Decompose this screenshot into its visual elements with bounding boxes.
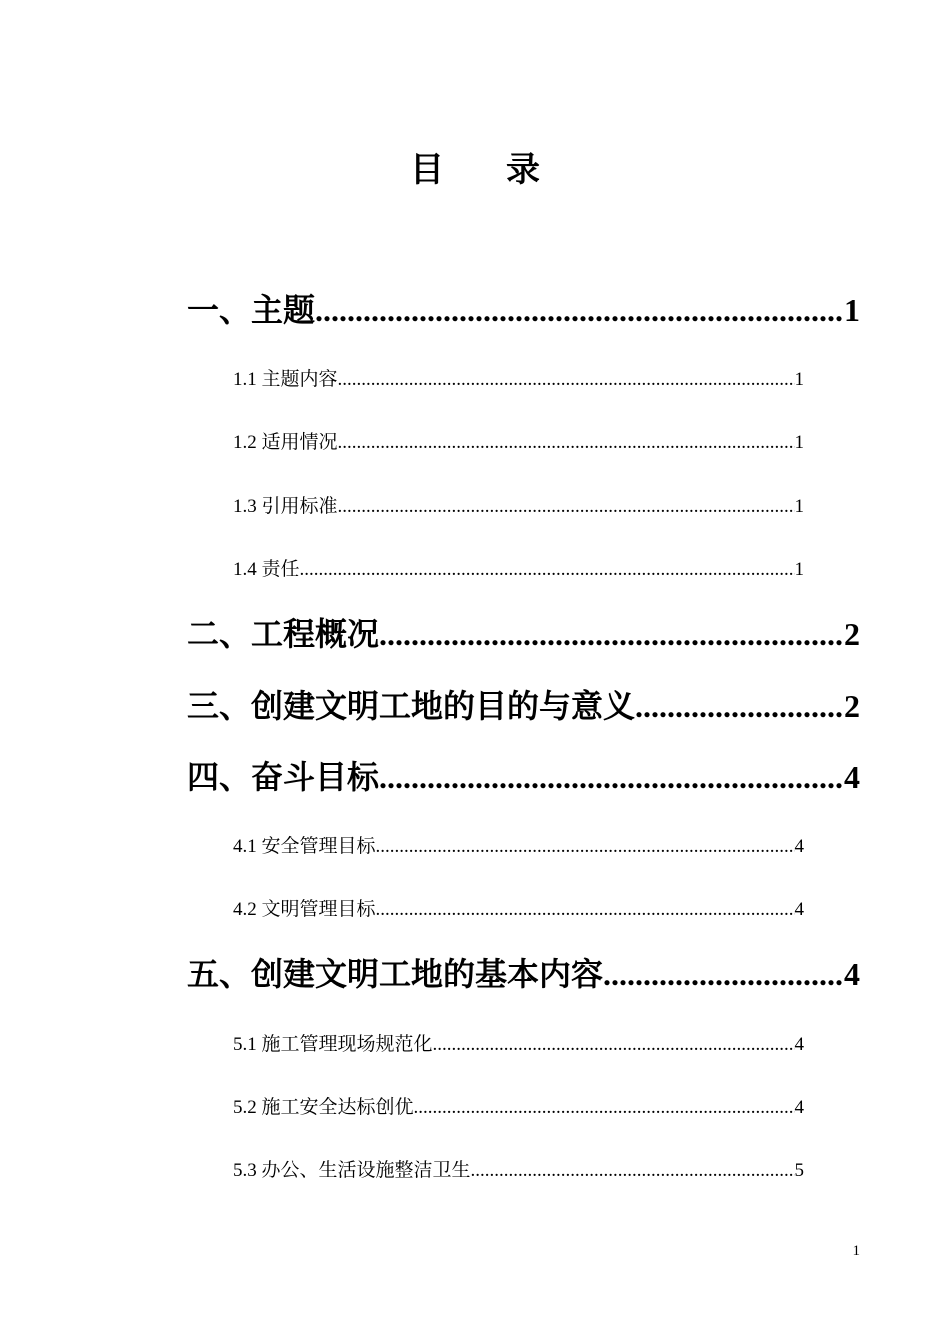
- toc-entry-page: 4: [794, 899, 804, 920]
- dot-leader: [338, 430, 795, 456]
- toc-entry-label: 一、主题: [187, 291, 316, 329]
- toc-entry-label: 5.2 施工安全达标创优: [233, 1097, 414, 1118]
- dot-leader: [338, 367, 795, 393]
- dot-leader: [376, 897, 795, 923]
- dot-leader: [379, 757, 844, 797]
- dot-leader: [471, 1158, 795, 1184]
- toc-entry-label: 5.3 办公、生活设施整洁卫生: [233, 1160, 471, 1181]
- toc-entry-label: 二、工程概况: [187, 615, 380, 653]
- toc-entry-page: 4: [844, 759, 860, 795]
- toc-entry[interactable]: [233, 1095, 804, 1121]
- toc-entry-page: 4: [794, 1097, 804, 1118]
- toc-entry-label: 1.3 引用标准: [233, 496, 338, 517]
- dot-leader: [414, 1095, 795, 1121]
- dot-leader: [379, 614, 844, 654]
- toc-entry-page: 1: [844, 292, 860, 328]
- toc-entry[interactable]: [187, 757, 860, 797]
- dot-leader: [315, 290, 844, 330]
- dot-leader: [433, 1032, 795, 1058]
- toc-entry-page: 4: [794, 836, 804, 857]
- toc-entry-page: 1: [794, 496, 804, 517]
- toc-entry[interactable]: [233, 367, 804, 393]
- toc-entry-label: 四、奋斗目标: [187, 758, 380, 796]
- toc-entry[interactable]: [233, 1158, 804, 1184]
- toc-entry[interactable]: [187, 614, 860, 654]
- toc-entry-label: 1.4 责任: [233, 559, 300, 580]
- toc-entry[interactable]: [233, 430, 804, 456]
- dot-leader: [300, 557, 795, 583]
- toc-entry-label: 5.1 施工管理现场规范化: [233, 1034, 433, 1055]
- toc-entry[interactable]: [187, 686, 860, 726]
- dot-leader: [338, 494, 795, 520]
- toc-entry[interactable]: [233, 834, 804, 860]
- toc-entry-label: 4.1 安全管理目标: [233, 836, 376, 857]
- page-title: 目录: [410, 150, 602, 190]
- dot-leader: [635, 686, 844, 726]
- toc-entry-label: 1.2 适用情况: [233, 432, 338, 453]
- toc-entry-label: 三、创建文明工地的目的与意义: [187, 687, 636, 725]
- toc-entry[interactable]: [233, 557, 804, 583]
- page-number: 1: [852, 1243, 860, 1259]
- toc-entry-label: 4.2 文明管理目标: [233, 899, 376, 920]
- toc-entry-page: 2: [844, 688, 860, 724]
- toc-entry-page: 4: [794, 1034, 804, 1055]
- toc-entry-page: 4: [844, 956, 860, 992]
- dot-leader: [376, 834, 795, 860]
- toc-entry-page: 1: [794, 369, 804, 390]
- toc-entry[interactable]: [233, 1032, 804, 1058]
- toc-entry[interactable]: [187, 290, 860, 330]
- toc-entry-label: 1.1 主题内容: [233, 369, 338, 390]
- toc-entry-page: 1: [794, 432, 804, 453]
- toc-entry[interactable]: [233, 494, 804, 520]
- toc-entry-page: 5: [794, 1160, 804, 1181]
- toc-entry-page: 1: [794, 559, 804, 580]
- toc-entry-label: 五、创建文明工地的基本内容: [187, 955, 604, 993]
- toc-entry[interactable]: [233, 897, 804, 923]
- dot-leader: [603, 954, 844, 994]
- toc-entry-page: 2: [844, 616, 860, 652]
- toc-entry[interactable]: [187, 954, 860, 994]
